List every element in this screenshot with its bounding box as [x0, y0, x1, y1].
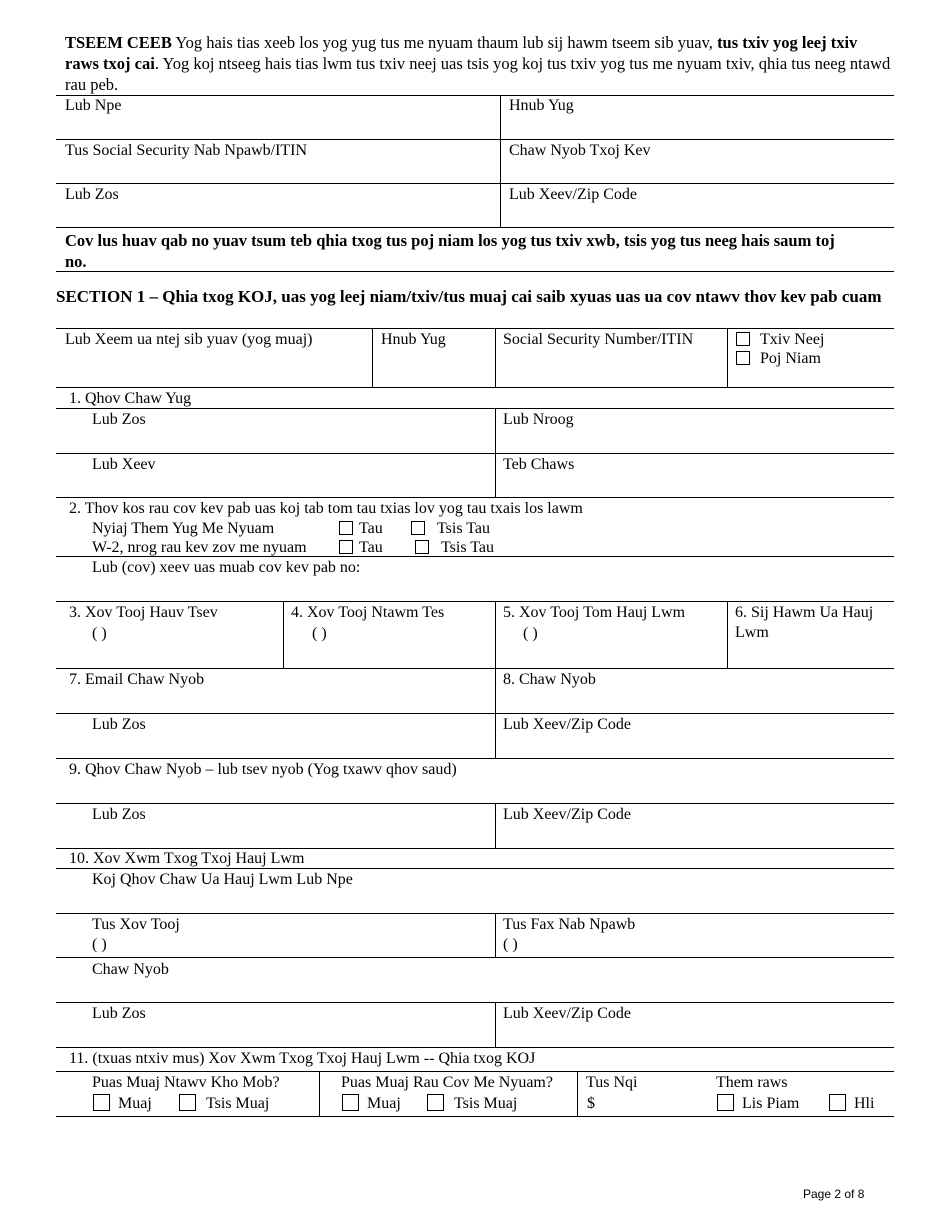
- s1-ssn-field[interactable]: Social Security Number/ITIN: [503, 331, 694, 348]
- child-support-yes-label: Tau: [359, 520, 383, 537]
- female-label: Poj Niam: [760, 350, 821, 367]
- kids-coverage-label: Puas Muaj Rau Cov Me Nyuam?: [341, 1074, 553, 1091]
- employer-phone-area: ( ): [92, 936, 107, 953]
- child-support-yes-checkbox[interactable]: [339, 521, 353, 535]
- child-support-no-label: Tsis Tau: [437, 520, 491, 537]
- birth-county-field[interactable]: Lub Nroog: [503, 411, 574, 428]
- kids-no-checkbox[interactable]: [427, 1094, 444, 1111]
- top-ssn-field[interactable]: Tus Social Security Nab Npawb/ITIN: [65, 142, 308, 159]
- health-no-label: Tsis Muaj: [206, 1095, 270, 1112]
- q10-label: 10. Xov Xwm Txog Txoj Hauj Lwm: [69, 850, 305, 867]
- residence-zip-field[interactable]: Lub Xeev/Zip Code: [503, 806, 631, 823]
- intro-bold-2: tus txiv yog leej txiv raws txoj cai: [65, 33, 858, 73]
- female-checkbox[interactable]: [736, 351, 750, 365]
- q1-label: 1. Qhov Chaw Yug: [69, 390, 192, 407]
- section-1-title: SECTION 1 – Qhia txog KOJ, uas yog leej niam/txiv/tus muaj cai saib xyuas uas ua cov ntawv thov kev pab cuam: [56, 287, 882, 306]
- monthly-label: Hli: [854, 1095, 875, 1112]
- weekly-label: Lis Piam: [742, 1095, 800, 1112]
- w2-label: W-2, nrog rau kev zov me nyuam: [92, 539, 307, 556]
- work-phone-field[interactable]: 5. Xov Tooj Tom Hauj Lwm: [503, 604, 686, 621]
- benefit-states-field[interactable]: Lub (cov) xeev uas muab cov kev pab no:: [92, 559, 361, 576]
- employer-address-field[interactable]: Chaw Nyob: [92, 961, 169, 978]
- intro-paragraph: [65, 32, 895, 95]
- s1-dob-field[interactable]: Hnub Yug: [381, 331, 446, 348]
- q11-label: 11. (txuas ntxiv mus) Xov Xwm Txog Txoj Hauj Lwm -- Qhia txog KOJ: [69, 1050, 536, 1067]
- w2-no-label: Tsis Tau: [441, 539, 495, 556]
- amount-field[interactable]: $: [587, 1095, 595, 1112]
- male-checkbox[interactable]: [736, 332, 750, 346]
- birth-country-field[interactable]: Teb Chaws: [503, 456, 575, 473]
- w2-no-checkbox[interactable]: [415, 540, 429, 554]
- w2-yes-checkbox[interactable]: [339, 540, 353, 554]
- child-support-no-checkbox[interactable]: [411, 521, 425, 535]
- birth-city-field[interactable]: Lub Zos: [92, 411, 146, 428]
- home-phone-area: ( ): [92, 625, 107, 642]
- birth-state-field[interactable]: Lub Xeev: [92, 456, 156, 473]
- home-phone-field[interactable]: 3. Xov Tooj Hauv Tsev: [69, 604, 218, 621]
- health-yes-checkbox[interactable]: [93, 1094, 110, 1111]
- top-name-field[interactable]: Lub Npe: [65, 97, 122, 114]
- kids-yes-label: Muaj: [367, 1095, 401, 1112]
- intro-text-1: Yog hais tias xeeb los yog yug tus me nyuam thaum lub sij hawm tseem sib yuav,: [171, 33, 718, 52]
- pay-frequency-label: Them raws: [716, 1074, 788, 1091]
- work-hours-field[interactable]: 6. Sij Hawm Ua Hauj: [735, 604, 874, 621]
- amount-label: Tus Nqi: [586, 1074, 638, 1091]
- last-name-field[interactable]: Lub Xeem ua ntej sib yuav (yog muaj): [65, 331, 313, 348]
- employer-name-field[interactable]: Koj Qhov Chaw Ua Hauj Lwm Lub Npe: [92, 871, 353, 888]
- employer-phone-field[interactable]: Tus Xov Tooj: [92, 916, 180, 933]
- kids-no-label: Tsis Muaj: [454, 1095, 518, 1112]
- intro-lead: TSEEM CEEB: [65, 33, 172, 52]
- work-phone-area: ( ): [523, 625, 538, 642]
- intro-text-2: . Yog koj ntseeg hais tias lwm tus txiv neej uas tsis yog koj tus txiv yog tus me nyuam txiv, qhia tus neeg ntawd rau peb.: [65, 54, 891, 94]
- health-yes-label: Muaj: [118, 1095, 152, 1112]
- health-no-checkbox[interactable]: [179, 1094, 196, 1111]
- employer-zip-field[interactable]: Lub Xeev/Zip Code: [503, 1005, 631, 1022]
- residence-city-field[interactable]: Lub Zos: [92, 806, 146, 823]
- q2-label: 2. Thov kos rau cov kev pab uas koj tab tom tau txias lov yog tau txais los lawm: [69, 500, 583, 517]
- employer-fax-area: ( ): [503, 936, 518, 953]
- top-address-field[interactable]: Chaw Nyob Txoj Kev: [509, 142, 651, 159]
- top-zip-field[interactable]: Lub Xeev/Zip Code: [509, 186, 637, 203]
- residence-address-field[interactable]: 9. Qhov Chaw Nyob – lub tsev nyob (Yog txawv qhov saud): [69, 761, 457, 778]
- cell-phone-area: ( ): [312, 625, 327, 642]
- employer-city-field[interactable]: Lub Zos: [92, 1005, 146, 1022]
- employer-fax-field[interactable]: Tus Fax Nab Npawb: [503, 916, 636, 933]
- email-field[interactable]: 7. Email Chaw Nyob: [69, 671, 205, 688]
- mailing-address-field[interactable]: 8. Chaw Nyob: [503, 671, 596, 688]
- top-city-field[interactable]: Lub Zos: [65, 186, 119, 203]
- cell-phone-field[interactable]: 4. Xov Tooj Ntawm Tes: [291, 604, 445, 621]
- health-insurance-label: Puas Muaj Ntawv Kho Mob?: [92, 1074, 280, 1091]
- male-label: Txiv Neej: [760, 331, 825, 348]
- monthly-checkbox[interactable]: [829, 1094, 846, 1111]
- work-hours-field-line2: Lwm: [735, 624, 769, 641]
- weekly-checkbox[interactable]: [717, 1094, 734, 1111]
- child-support-label: Nyiaj Them Yug Me Nyuam: [92, 520, 275, 537]
- note-line-2: no.: [65, 252, 87, 271]
- top-dob-field[interactable]: Hnub Yug: [509, 97, 574, 114]
- note-line-1: Cov lus huav qab no yuav tsum teb qhia txog tus poj niam los yog tus txiv xwb, tsis yog tus neeg hais saum toj: [65, 231, 835, 250]
- w2-yes-label: Tau: [359, 539, 383, 556]
- mailing-city-field[interactable]: Lub Zos: [92, 716, 146, 733]
- kids-yes-checkbox[interactable]: [342, 1094, 359, 1111]
- mailing-zip-field[interactable]: Lub Xeev/Zip Code: [503, 716, 631, 733]
- page-number: Page 2 of 8: [803, 1187, 865, 1201]
